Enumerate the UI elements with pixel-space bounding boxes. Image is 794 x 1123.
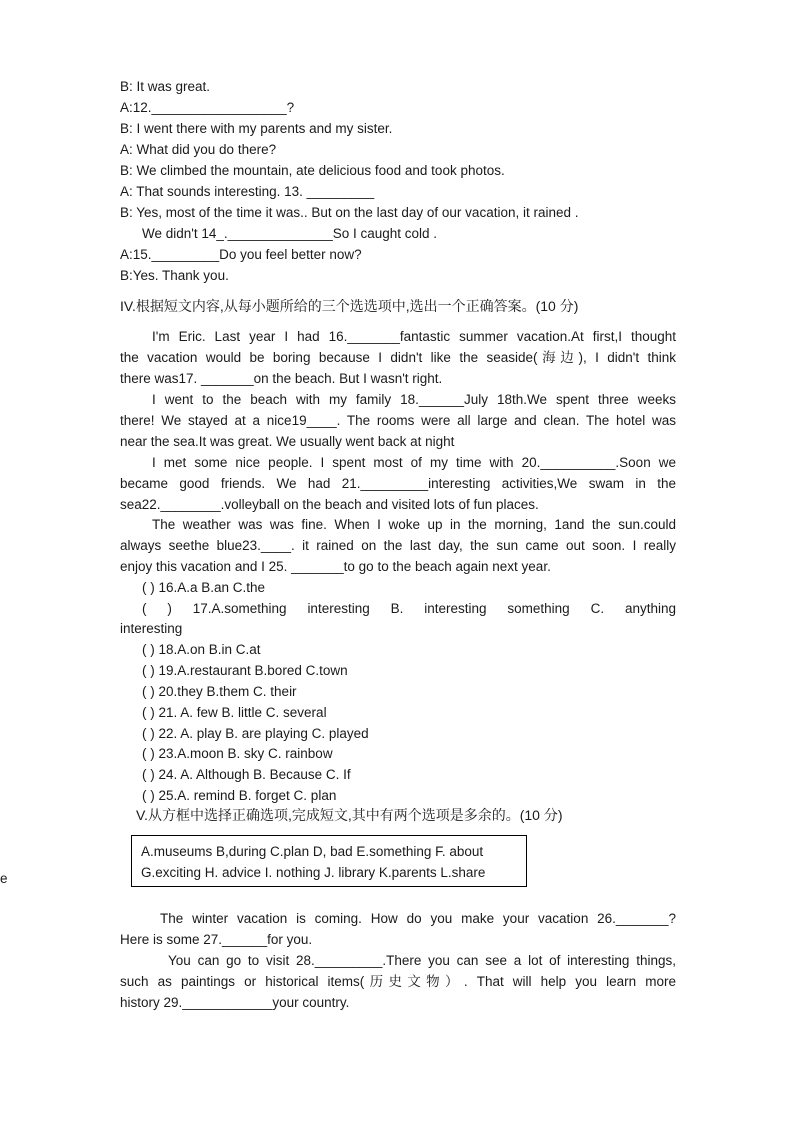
word-bank-box [131, 835, 527, 887]
dialogue-line: A: What did you do there? [120, 142, 277, 157]
word-bank-line: A.museums B,during C.plan D, bad E.something F. about [141, 844, 484, 859]
passage-line: sea22.________.volleyball on the beach and visited lots of fun places. [120, 497, 539, 512]
word-bank-line: G.exciting H. advice I. nothing J. library K.parents L.share [141, 865, 486, 880]
passage-line: The weather was was fine. When I woke up in the morning, 1and the sun.could [152, 517, 676, 532]
option-line: ( ) 25.A. remind B. forget C. plan [142, 788, 337, 803]
dialogue-line: B: I went there with my parents and my sister. [120, 121, 393, 136]
dialogue-line: B: It was great. [120, 79, 211, 94]
dialogue-line: We didn't 14_.______________So I caught cold . [142, 226, 438, 241]
passage-line: near the sea.It was great. We usually went back at night [120, 434, 455, 449]
passage-line: enjoy this vacation and I 25. _______to go to the beach again next year. [120, 559, 551, 574]
option-line: ( ) 24. A. Although B. Because C. If [142, 767, 351, 782]
passage-line: Here is some 27.______for you. [120, 932, 313, 947]
passage-line: became good friends. We had 21._________interesting activities,We swam in the [120, 476, 676, 491]
passage-line: I met some nice people. I spent most of my time with 20.__________.Soon we [152, 455, 676, 470]
option-line: ( ) 21. A. few B. little C. several [142, 705, 327, 720]
passage-line: there! We stayed at a nice19____. The rooms were all large and clean. The hotel was [120, 413, 676, 428]
dialogue-line: B:Yes. Thank you. [120, 268, 229, 283]
passage-line: You can go to visit 28._________.There you can see a lot of interesting things, [168, 953, 676, 968]
passage-line: always seethe blue23.____. it rained on the last day, the sun came out soon. I really [120, 538, 676, 553]
passage-line: history 29.____________your country. [120, 995, 350, 1010]
option-line: ( ) 20.they B.them C. their [142, 684, 297, 699]
option-line: ( ) 17.A.something interesting B. interesting something C. anything [142, 601, 676, 616]
passage-line: such as paintings or historical items(历史文物）. That will help you learn more [120, 974, 676, 989]
stray-character: e [0, 871, 8, 886]
passage-line: The winter vacation is coming. How do you make your vacation 26._______? [160, 911, 676, 926]
dialogue-line: A: That sounds interesting. 13. _________ [120, 184, 375, 199]
dialogue-line: A:15._________Do you feel better now? [120, 247, 362, 262]
option-line: ( ) 18.A.on B.in C.at [142, 642, 261, 657]
section-4-heading: IV.根据短文内容,从每小题所给的三个选选项中,选出一个正确答案。(10 分) [120, 298, 579, 314]
dialogue-line: B: Yes, most of the time it was.. But on the last day of our vacation, it rained . [120, 205, 579, 220]
option-line: interesting [120, 621, 183, 636]
dialogue-line: B: We climbed the mountain, ate delicious food and took photos. [120, 163, 505, 178]
passage-line: I'm Eric. Last year I had 16._______fantastic summer vacation.At first,I thought [152, 329, 676, 344]
passage-line: there was17. _______on the beach. But I wasn't right. [120, 371, 443, 386]
passage-line: I went to the beach with my family 18.______July 18th.We spent three weeks [152, 392, 676, 407]
option-line: ( ) 22. A. play B. are playing C. played [142, 726, 369, 741]
passage-line: the vacation would be boring because I didn't like the seaside(海边), I didn't think [120, 350, 676, 365]
dialogue-line: A:12.__________________? [120, 100, 295, 115]
option-line: ( ) 19.A.restaurant B.bored C.town [142, 663, 348, 678]
option-line: ( ) 16.A.a B.an C.the [142, 580, 266, 595]
section-5-heading: V.从方框中选择正确选项,完成短文,其中有两个选项是多余的。(10 分) [136, 807, 563, 823]
option-line: ( ) 23.A.moon B. sky C. rainbow [142, 746, 333, 761]
